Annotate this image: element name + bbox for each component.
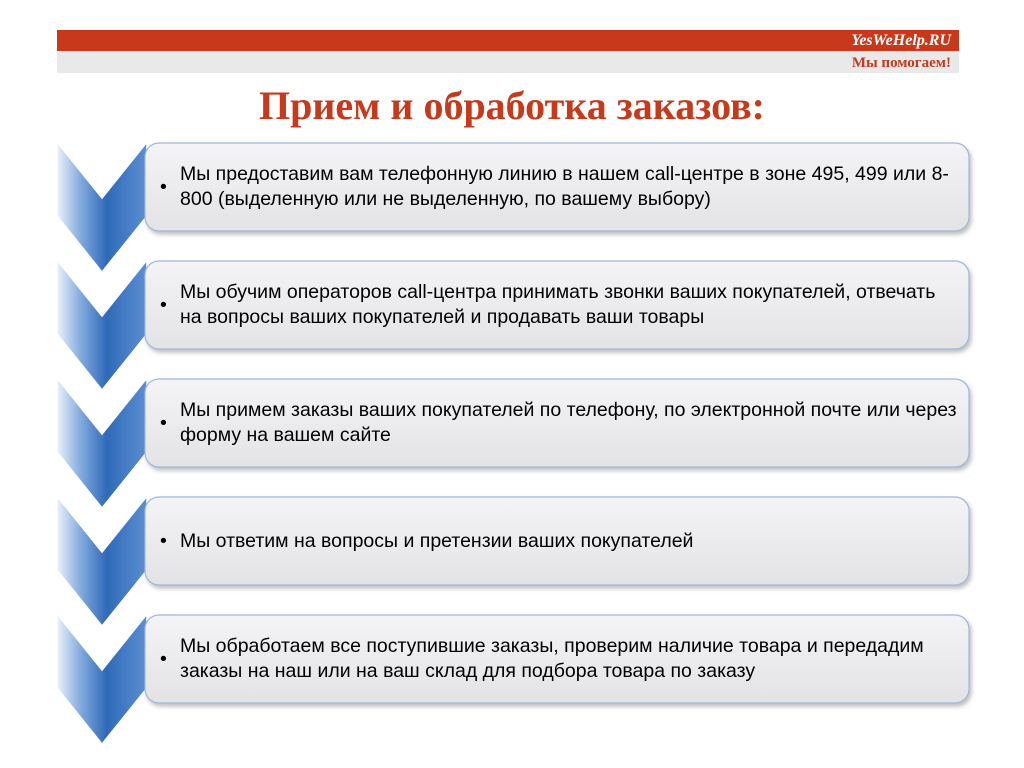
step-chevron-3 bbox=[57, 378, 147, 508]
bullet-icon: • bbox=[160, 175, 167, 198]
tagline: Мы помогаем! bbox=[851, 55, 951, 71]
page-title: Прием и обработка заказов: bbox=[258, 83, 765, 128]
brand-name[interactable]: YesWeHelp.RU bbox=[851, 32, 951, 49]
step-text: Мы примем заказы ваших покупателей по телефону, по электронной почте или через форму на вашем сайте bbox=[180, 399, 957, 446]
step-text: Мы предоставим вам телефонную линию в нашем call-центре в зоне 495, 499 или 8-800 (выделенную или не выделенную, по вашему выбору) bbox=[180, 163, 949, 210]
step-text: Мы ответим на вопросы и претензии ваших покупателей bbox=[180, 529, 694, 552]
step-item-3 bbox=[160, 379, 960, 467]
step-item-4 bbox=[160, 497, 960, 585]
step-chevron-2 bbox=[57, 260, 147, 390]
step-item-1 bbox=[160, 143, 960, 231]
bullet-icon: • bbox=[160, 411, 167, 434]
step-item-5 bbox=[160, 615, 960, 703]
bullet-icon: • bbox=[160, 293, 167, 316]
step-chevron-4 bbox=[57, 496, 147, 626]
step-item-2 bbox=[160, 261, 960, 349]
bullet-icon: • bbox=[160, 529, 167, 552]
step-text: Мы обработаем все поступившие заказы, проверим наличие товара и передадим заказы на наш или на ваш склад для подбора товара по заказу bbox=[180, 635, 924, 682]
bullet-icon: • bbox=[160, 647, 167, 670]
step-chevron-5 bbox=[57, 614, 147, 744]
step-chevron-1 bbox=[57, 142, 147, 272]
step-text: Мы обучим операторов call-центра принимать звонки ваших покупателей, отвечать на вопросы ваших покупателей и продавать ваши товары bbox=[180, 281, 936, 328]
